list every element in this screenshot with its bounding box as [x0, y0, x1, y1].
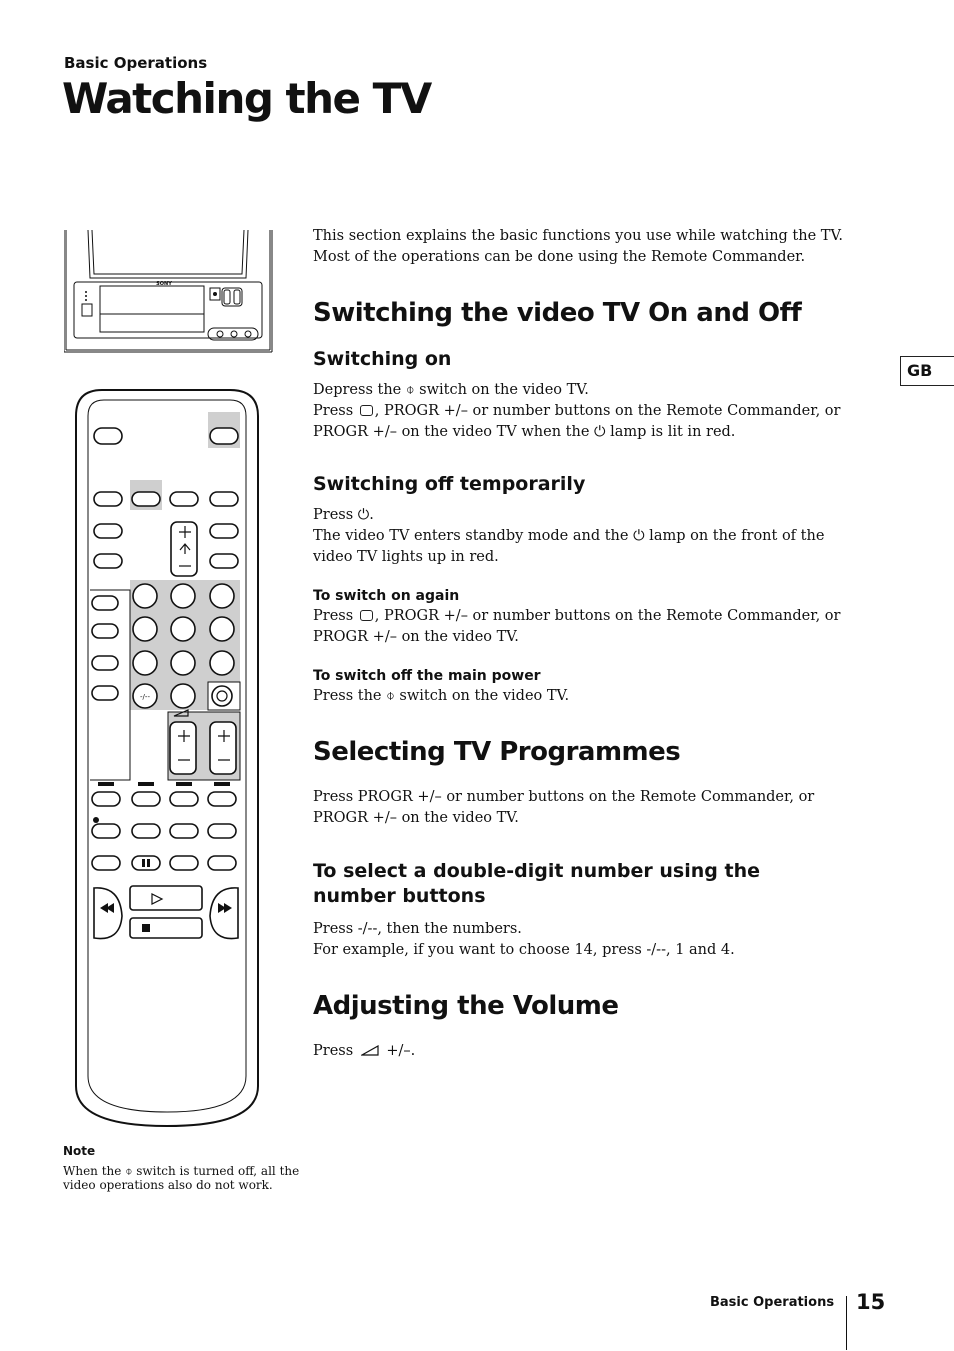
language-tab: GB — [900, 356, 954, 386]
heading-switch-on-again: To switch on again — [313, 588, 460, 604]
text-run: To select a double-digit number using the — [313, 860, 760, 882]
footer-section-label: Basic Operations — [710, 1295, 835, 1310]
text-run: When the — [63, 1164, 126, 1178]
intro-paragraph — [313, 226, 853, 268]
main-power-switch-icon: ⌽ — [386, 688, 395, 704]
heading-adjusting-volume: Adjusting the Volume — [313, 991, 619, 1021]
text-run: lamp on the front of the — [644, 528, 825, 544]
standby-icon: ⏻ — [357, 507, 370, 523]
heading-selecting-programmes: Selecting TV Programmes — [313, 737, 681, 767]
text-run: . — [369, 507, 374, 523]
heading-switching-off: Switching off temporarily — [313, 473, 586, 495]
text-run: switch on the video TV. — [414, 382, 589, 398]
tv-brand-logo: SONY — [156, 281, 172, 287]
text-run: Press — [313, 507, 358, 523]
text-run: lamp is lit in red. — [605, 424, 736, 440]
double-digit-text — [313, 919, 853, 961]
main-content — [313, 226, 853, 1062]
text-run: switch on the video TV. — [394, 688, 570, 704]
switch-off-main-text — [313, 686, 853, 707]
note-box — [63, 1144, 303, 1192]
tv-button-icon — [360, 405, 373, 416]
heading-switching-on: Switching on — [313, 348, 452, 370]
main-power-switch-icon: ⌽ — [405, 382, 415, 398]
switch-on-again-text — [313, 606, 853, 648]
main-power-switch-icon: ⌽ — [125, 1164, 133, 1178]
switching-on-text — [313, 380, 853, 443]
page-title: Watching the TV — [62, 74, 431, 123]
volume-icon — [361, 1045, 379, 1056]
remote-dash-label: -/-- — [140, 693, 150, 701]
text-run: PROGR +/– on the video TV when the — [313, 424, 595, 440]
selecting-text — [313, 787, 853, 829]
text-run: PROGR +/– on the video TV. — [313, 629, 519, 645]
text-run: PROGR +/– on the video TV. — [313, 810, 519, 826]
page-number: 15 — [856, 1290, 886, 1314]
note-text — [63, 1164, 303, 1192]
note-title: Note — [63, 1144, 96, 1158]
heading-switching-on-off: Switching the video TV On and Off — [313, 298, 802, 328]
tv-illustration — [64, 230, 276, 356]
section-label: Basic Operations — [64, 54, 208, 72]
tv-button-icon — [360, 610, 373, 621]
text-run: Press — [313, 1043, 358, 1059]
text-run: Press — [313, 403, 358, 419]
text-run: video TV lights up in red. — [313, 549, 499, 565]
footer-divider — [846, 1296, 847, 1350]
text-run: Press -/--, then the numbers. — [313, 921, 522, 937]
text-run: Depress the — [313, 382, 406, 398]
intro-line-1: This section explains the basic functions you use while watching the TV. — [313, 228, 844, 244]
remote-commander-illustration — [72, 386, 262, 1130]
volume-text — [313, 1041, 853, 1062]
text-run: switch is turned off, all the — [132, 1164, 300, 1178]
switching-off-text — [313, 505, 853, 568]
heading-double-digit — [313, 859, 853, 909]
text-run: For example, if you want to choose 14, press -/--, 1 and 4. — [313, 942, 735, 958]
intro-line-2: Most of the operations can be done using the Remote Commander. — [313, 249, 806, 265]
text-run: number buttons — [313, 885, 486, 907]
text-run: video operations also do not work. — [63, 1178, 273, 1192]
standby-icon: ⏻ — [633, 528, 645, 544]
heading-switch-off-main: To switch off the main power — [313, 668, 541, 684]
text-run: +/–. — [381, 1043, 416, 1059]
text-run: The video TV enters standby mode and the — [313, 528, 634, 544]
text-run: Press — [313, 608, 358, 624]
text-run: Press the — [313, 688, 387, 704]
text-run: , PROGR +/– or number buttons on the Remote Commander, or — [374, 608, 841, 624]
text-run: Press PROGR +/– or number buttons on the Remote Commander, or — [313, 789, 815, 805]
text-run: , PROGR +/– or number buttons on the Remote Commander, or — [374, 403, 841, 419]
standby-icon: ⏻ — [594, 424, 606, 440]
